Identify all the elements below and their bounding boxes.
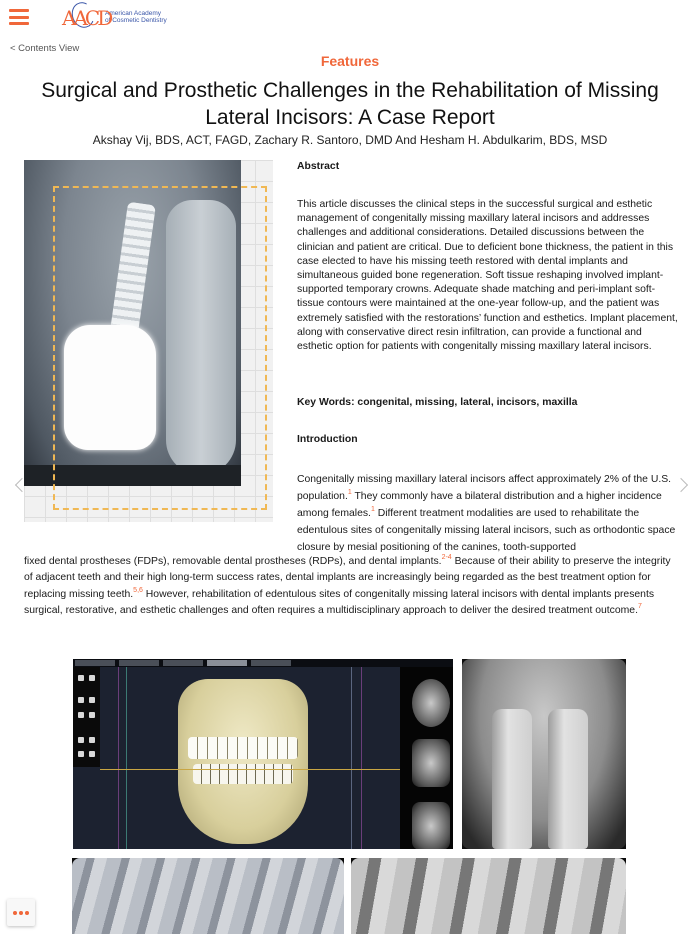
incisor [492, 709, 532, 849]
abstract-heading: Abstract [297, 161, 340, 172]
keywords: Key Words: congenital, missing, lateral, incisors, maxilla [297, 397, 578, 408]
aacd-logo[interactable] [62, 4, 167, 30]
more-options-button[interactable] [7, 899, 35, 926]
reference-link[interactable]: 1 [347, 489, 352, 496]
logo-text: American Academy of Cosmetic Dentistry [105, 10, 167, 24]
contents-view-link[interactable]: < Contents View [10, 43, 80, 54]
reference-link[interactable]: 2-4 [441, 554, 452, 561]
xray-texture [351, 858, 626, 934]
figure-incisors-xray[interactable] [462, 659, 626, 849]
section-label: Features [320, 53, 380, 69]
more-horizontal-icon [13, 911, 17, 915]
reference-link[interactable]: 1 [370, 506, 375, 513]
figure-cbct-planning[interactable] [73, 659, 453, 849]
reference-link[interactable]: 7 [637, 603, 642, 611]
xray-background [462, 659, 626, 849]
upper-teeth [188, 737, 298, 759]
software-toolbar [73, 667, 100, 767]
article-title: Surgical and Prosthetic Challenges in the Rehabilitation of Missing Lateral Incisors: A Case Report [41, 79, 659, 129]
xray-texture [72, 858, 344, 934]
guide-line [126, 667, 127, 849]
guide-line [351, 667, 352, 849]
incisor [548, 709, 588, 849]
article-authors: Akshay Vij, BDS, ACT, FAGD, Zachary R. Santoro, DMD And Hesham H. Abdulkarim, BDS, MSD [92, 133, 608, 147]
lower-teeth [193, 764, 293, 784]
3d-skull-render [178, 679, 308, 844]
hamburger-menu-icon[interactable] [9, 9, 29, 25]
introduction-paragraph-part1: Congenitally missing maxillary lateral incisors affect approximately 2% of the U.S. population.$^1$ They commonly have a bilateral distribution and a higher incidence among females.$^1$ Different treatment modalities are used to rehabilitate the edentulous sites of congenitally missing lateral incisors, such as orthodontic space closure by mesial positioning of the canines, tooth-supported [297, 474, 676, 553]
dot [25, 911, 29, 915]
guide-line [100, 769, 400, 770]
figure-xray-detail-right[interactable] [351, 858, 626, 934]
selection-frame [53, 186, 267, 510]
guide-line [361, 667, 362, 849]
abstract-text: This article discusses the clinical steps in the successful surgical and esthetic management of congenitally missing maxillary lateral incisors and addresses challenges and additional considerations. Detailed discussions between the clinician and patient are critical. Due to deficient bone thickness, the patient in this case elected to have his missing teeth restored with dental implants and simultaneous guided bone regeneration. Soft tissue reshaping involved implant-supported temporary crowns. Adequate shade matching and peri-implant soft-tissue contours were maintained at the one-year follow-up, and the patient was extremely satisfied with the restorations’ function and esthetics. Implant placement, along with conservative direct resin infiltration, can provide a functional and esthetic option for patients with congenitally missing maxillary lateral incisors. [297, 199, 678, 353]
dot [19, 911, 23, 915]
top-bar [0, 0, 700, 36]
guide-line [118, 667, 119, 849]
figure-implant-xray[interactable] [24, 160, 273, 522]
introduction-heading: Introduction [297, 434, 358, 445]
ct-slice-panel [400, 667, 453, 849]
logo-mark: AACD [62, 4, 102, 30]
introduction-paragraph-part2: fixed dental prostheses (FDPs), removable dental prostheses (RDPs), and dental implants.$^{2-4}$ Because of their ability to preserve the integrity of adjacent teeth and their high long-term success rates, dental implants are increasingly being regarded as the best treatment option for replacing missing teeth.$^{5,6}$ However, rehabilitation of edentulous sites of congenitally missing lateral incisors with dental implants presents surgical, restorative, and esthetic challenges and often requires a multidisciplinary approach to deliver the desired treatment outcome.$^7$ [24, 554, 671, 617]
software-tabs [73, 659, 453, 667]
figure-xray-detail-left[interactable] [72, 858, 344, 934]
reference-link[interactable]: 5,6 [133, 586, 143, 594]
